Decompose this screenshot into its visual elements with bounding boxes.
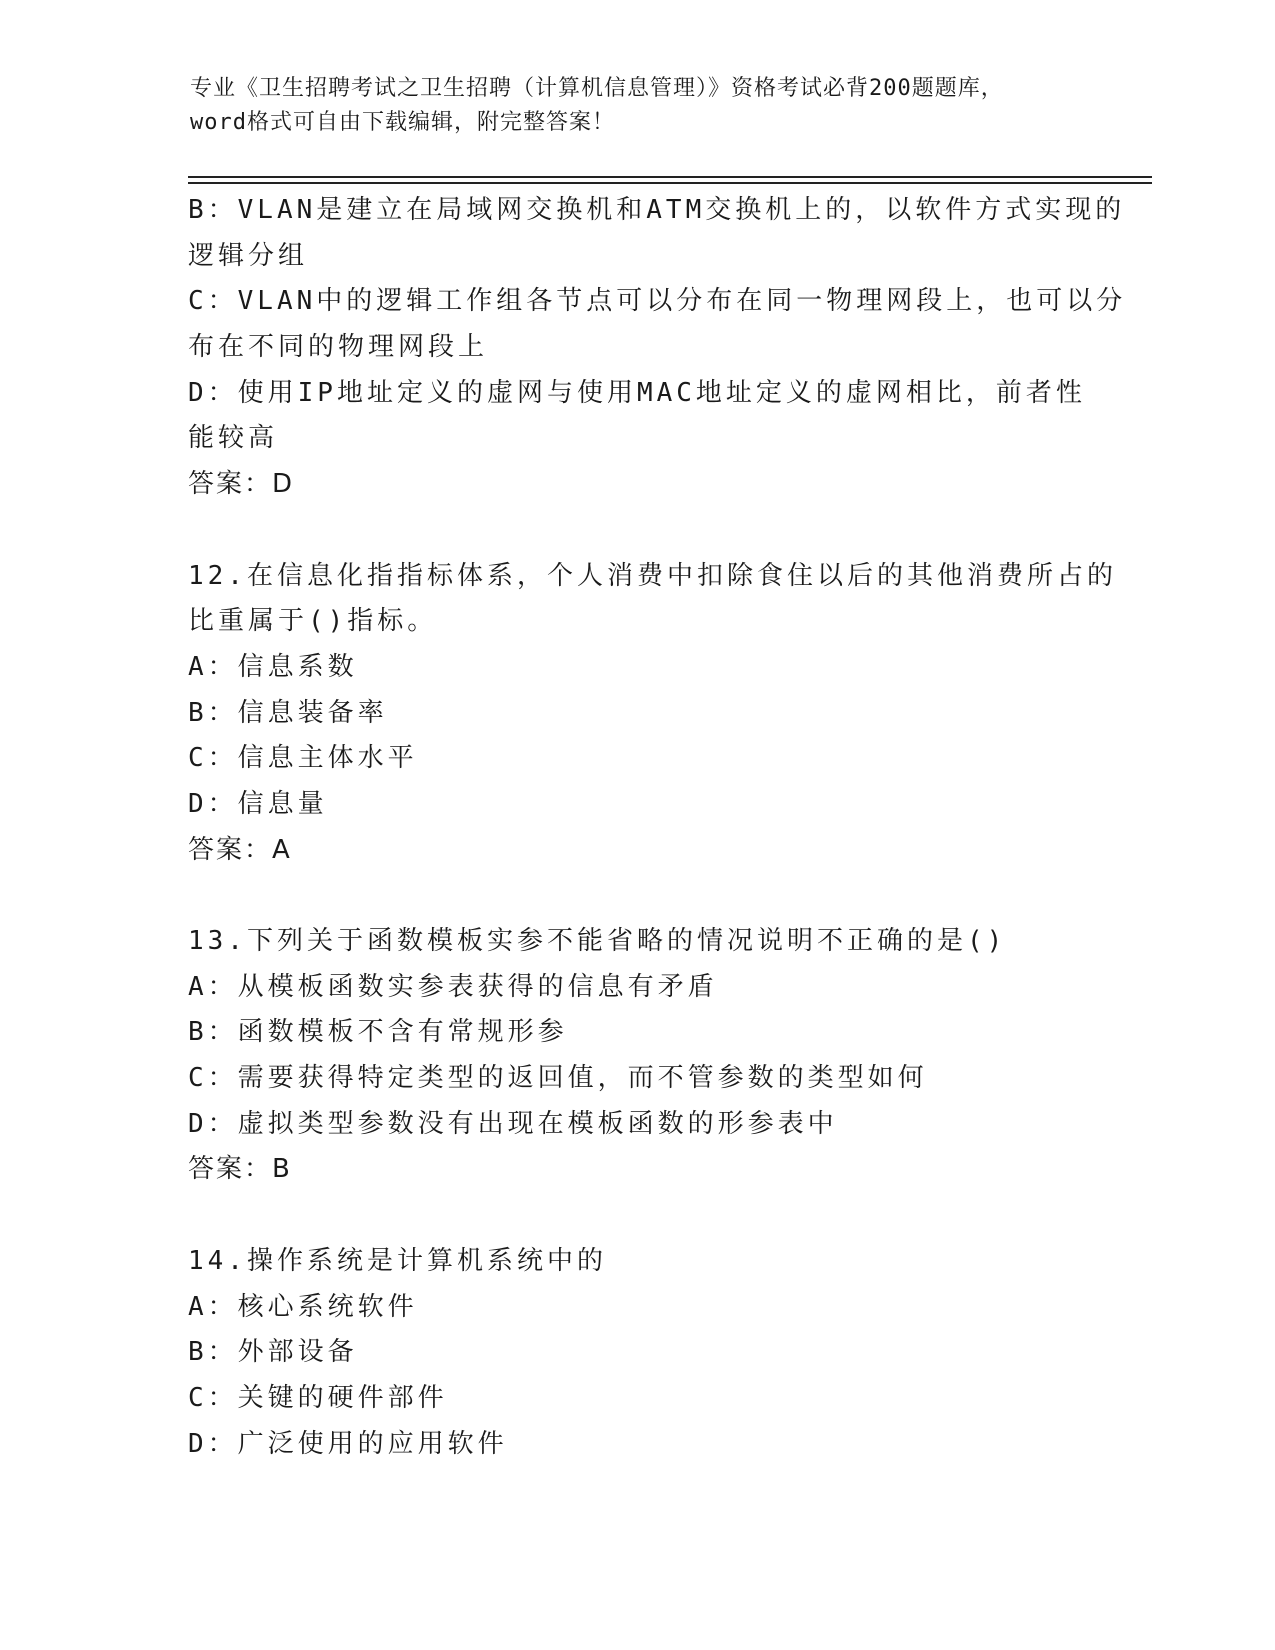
question-13-option-c: C：需要获得特定类型的返回值，而不管参数的类型如何 <box>188 1063 928 1094</box>
document-header <box>190 72 1090 140</box>
option-c-line2: 布在不同的物理网段上 <box>188 332 489 363</box>
question-12 <box>188 554 1117 874</box>
question-13-stem: 13.下列关于函数模板实参不能省略的情况说明不正确的是() <box>188 926 1007 956</box>
option-b-line2: 逻辑分组 <box>188 240 309 271</box>
question-13-option-b: B：函数模板不含有常规形参 <box>188 1017 568 1048</box>
option-d-line1: D：使用IP地址定义的虚网与使用MAC地址定义的虚网相比，前者性 <box>188 377 1086 408</box>
header-title-line1: 专业《卫生招聘考试之卫生招聘（计算机信息管理）》资格考试必背200题题库， <box>190 76 1004 101</box>
option-c-line1: C：VLAN中的逻辑工作组各节点可以分布在同一物理网段上，也可以分 <box>188 286 1127 317</box>
header-rule-bottom <box>188 182 1152 184</box>
question-12-stem-line2: 比重属于()指标。 <box>188 606 438 637</box>
question-12-option-b: B：信息装备率 <box>188 697 388 728</box>
header-title-line2: word格式可自由下载编辑，附完整答案！ <box>190 110 615 135</box>
question-content <box>188 188 1127 1467</box>
option-d-line2: 能较高 <box>188 423 279 454</box>
spacer <box>188 1193 1088 1239</box>
spacer <box>188 873 1088 919</box>
question-14-option-c: C：关键的硬件部件 <box>188 1382 448 1413</box>
question-14-option-d: D：广泛使用的应用软件 <box>188 1428 508 1459</box>
question-14-stem: 14.操作系统是计算机系统中的 <box>188 1245 607 1276</box>
question-11-tail <box>188 188 1127 508</box>
answer-11: 答案：D <box>188 469 295 500</box>
question-12-option-c: C：信息主体水平 <box>188 743 418 774</box>
question-14-option-b: B：外部设备 <box>188 1337 358 1368</box>
question-13-option-d: D：虚拟类型参数没有出现在模板函数的形参表中 <box>188 1108 838 1139</box>
question-12-option-d: D：信息量 <box>188 788 328 819</box>
header-rule-top <box>188 176 1152 178</box>
option-b-line1: B：VLAN是建立在局域网交换机和ATM交换机上的，以软件方式实现的 <box>188 195 1126 225</box>
question-12-stem-line1: 12.在信息化指指标体系，个人消费中扣除食住以后的其他消费所占的 <box>188 560 1117 591</box>
question-13 <box>188 919 1088 1193</box>
question-13-option-a: A：从模板函数实参表获得的信息有矛盾 <box>188 971 718 1002</box>
question-12-option-a: A：信息系数 <box>188 651 358 682</box>
question-14-option-a: A：核心系统软件 <box>188 1291 418 1322</box>
answer-13: 答案：B <box>188 1154 292 1185</box>
answer-12: 答案：A <box>188 834 292 865</box>
question-14 <box>188 1239 1088 1467</box>
spacer <box>188 508 1088 554</box>
